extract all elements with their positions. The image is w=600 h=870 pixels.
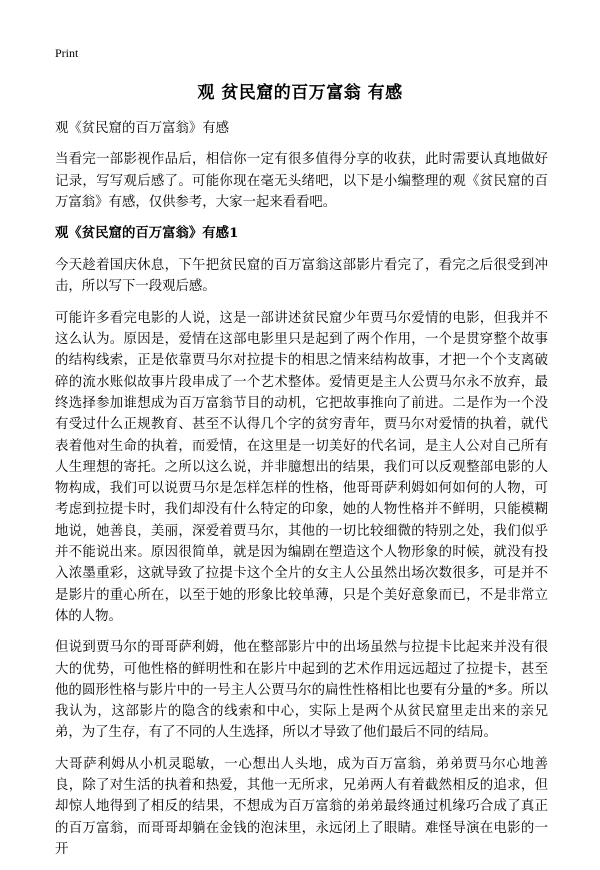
article-subtitle: 观《贫民窟的百万富翁》有感 — [55, 121, 230, 136]
section-heading: 观《贫民窟的百万富翁》有感1 — [55, 225, 239, 242]
body-paragraph: 今天趁着国庆休息，下午把贫民窟的百万富翁这部影片看完了，看完之后很受到冲击，所以写下一段观后感。 — [55, 258, 548, 295]
body-paragraph: 大哥萨利姆从小机灵聪敏，一心想出人头地，成为百万富翁，弟弟贾马尔心地善良，除了对生活的执着和热爱，其他一无所求，兄弟两人有着截然相反的追求，但却惊人地得到了相反的结果，不想成为百万富翁的弟弟最终通过机缘巧合成了真正的百万富翁，而哥哥却躺在金钱的泡沫里，永远闭上了眼睛。难怪导演在电影的一开 — [55, 756, 548, 857]
body-paragraph: 但说到贾马尔的哥哥萨利姆，他在整部影片中的出场虽然与拉提卡比起来并没有很大的优势，可他性格的鲜明性和在影片中起到的艺术作用远远超过了拉提卡，甚至他的圆形性格与影片中的一号主人公贾马尔的扁性性格相比也要有分量的*多。所以我认为，这部影片的隐含的线索和中心，实际上是两个从贫民窟里走出来的亲兄弟，为了生存，有了不同的人生选择，所以才导致了他们最后不同的结局。 — [55, 640, 548, 741]
page-title: 观 贫民窟的百万富翁 有感 — [197, 83, 403, 103]
print-link[interactable]: Print — [55, 46, 79, 60]
intro-paragraph: 当看完一部影视作品后，相信你一定有很多值得分享的收获，此时需要认真地做好记录，写写观后感了。可能你现在毫无头绪吧，以下是小编整理的观《贫民窟的百万富翁》有感，仅供参考，大家一起来看看吧。 — [55, 152, 548, 210]
article-body — [55, 118, 548, 870]
body-paragraph: 可能许多看完电影的人说，这是一部讲述贫民窟少年贾马尔爱情的电影，但我并不这么认为。原因是，爱情在这部电影里只是起到了两个作用，一个是贯穿整个故事的结构线索，正是依靠贾马尔对拉提卡的相思之情来结构故事，才把一个个支离破碎的流水账似故事片段串成了一个艺术整体。爱情更是主人公贾马尔永不放弃，最终选择参加谁想成为百万富翁节目的动机，它把故事推向了前进。二是作为一个没有受过什么正规教育、甚至不认得几个字的贫穷青年，贾马尔对爱情的执着，就代表着他对生命的执着，而爱情，在这里是一切美好的代名词，是主人公对自己所有人生理想的寄托。之所以这么说，并非臆想出的结果，我们可以反观整部电影的人物构成，我们可以说贾马尔是怎样怎样的性格，他哥哥萨利姆如何如何的人物，可考虑到拉提卡时，我们却没有什么特定的印象，她的人物性格并不鲜明，只能模糊地说，她善良，美丽，深爱着贾马尔，其他的一切比较细微的特别之处，我们似乎并不能说出来。原因很简单，就是因为编剧在塑造这个人物形象的时候，就没有投入浓墨重彩，这就导致了拉提卡这个全片的女主人公虽然出场次数很多，可是并不是影片的重心所在，以至于她的形象比较单薄，只是个美好意象而已，不是非常立体的人物。 — [55, 310, 548, 624]
